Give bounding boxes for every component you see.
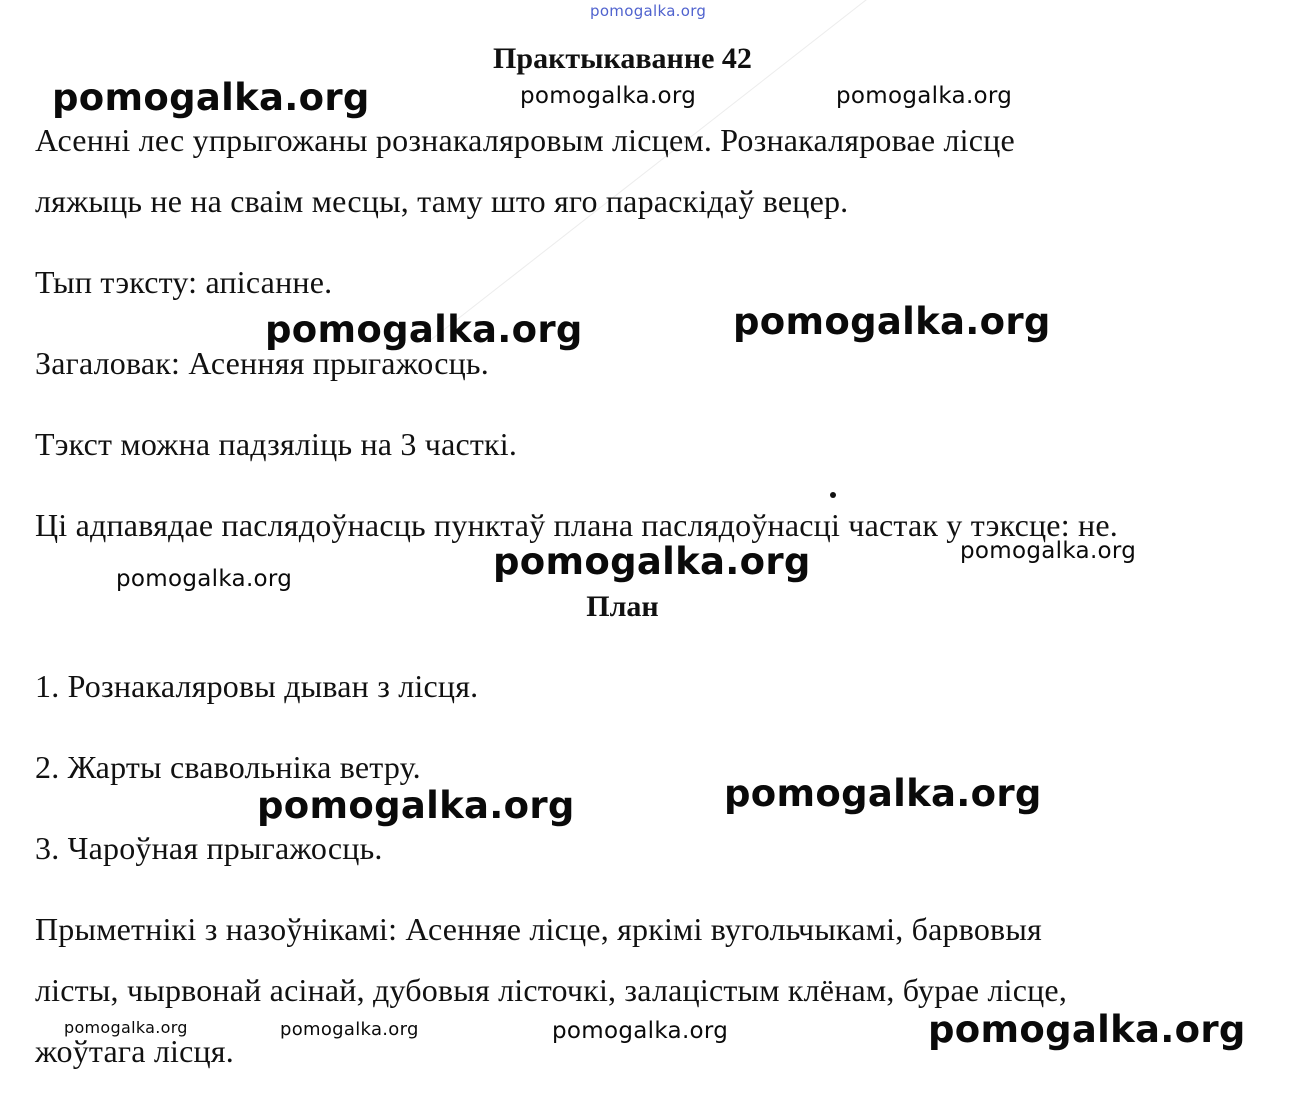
watermark: pomogalka.org (52, 76, 370, 119)
watermark: pomogalka.org (520, 83, 697, 109)
watermark: pomogalka.org (64, 1018, 188, 1037)
watermark: pomogalka.org (257, 784, 575, 827)
text-type-line: Тып тэксту: апісанне. (35, 264, 333, 300)
watermark: pomogalka.org (265, 308, 583, 351)
watermark: pomogalka.org (493, 540, 811, 583)
watermark-top: pomogalka.org (590, 2, 707, 20)
heading-line: Загаловак: Асенняя прыгажосць. (35, 345, 489, 381)
stray-dot (830, 492, 836, 498)
plan-item-1: 1. Рознакаляровы дыван з лісця. (35, 668, 479, 704)
page-title: Практыкаванне 42 (493, 42, 752, 75)
watermark: pomogalka.org (928, 1008, 1246, 1051)
watermark: pomogalka.org (724, 772, 1042, 815)
paragraph-line-1: Асенні лес упрыгожаны рознакаляровым лісцем. Рознакаляровае лісце (35, 122, 1015, 158)
plan-item-3: 3. Чароўная прыгажосць. (35, 830, 383, 866)
parts-line: Тэкст можна падзяліць на 3 часткі. (35, 426, 518, 462)
adjectives-line-2: лісты, чырвонай асінай, дубовыя лісточкі, залацістым клёнам, бурае лісце, (35, 972, 1068, 1008)
watermark: pomogalka.org (733, 300, 1051, 343)
paragraph-line-2: ляжыць не на сваім месцы, таму што яго параскідаў вецер. (35, 183, 849, 219)
plan-item-2: 2. Жарты свавольніка ветру. (35, 749, 421, 785)
adjectives-line-1: Прыметнікі з назоўнікамі: Асенняе лісце, яркімі вугольчыкамі, барвовыя (35, 911, 1042, 947)
plan-heading: План (586, 590, 659, 623)
watermark: pomogalka.org (836, 83, 1013, 109)
watermark: pomogalka.org (116, 566, 293, 592)
adjectives-line-3: жоўтага лісця. (35, 1033, 234, 1069)
order-line: Ці адпавядае паслядоўнасць пунктаў плана паслядоўнасці частак у тэксце: не. (35, 507, 1118, 543)
watermark: pomogalka.org (280, 1019, 419, 1040)
watermark: pomogalka.org (552, 1018, 729, 1044)
watermark: pomogalka.org (960, 538, 1137, 564)
